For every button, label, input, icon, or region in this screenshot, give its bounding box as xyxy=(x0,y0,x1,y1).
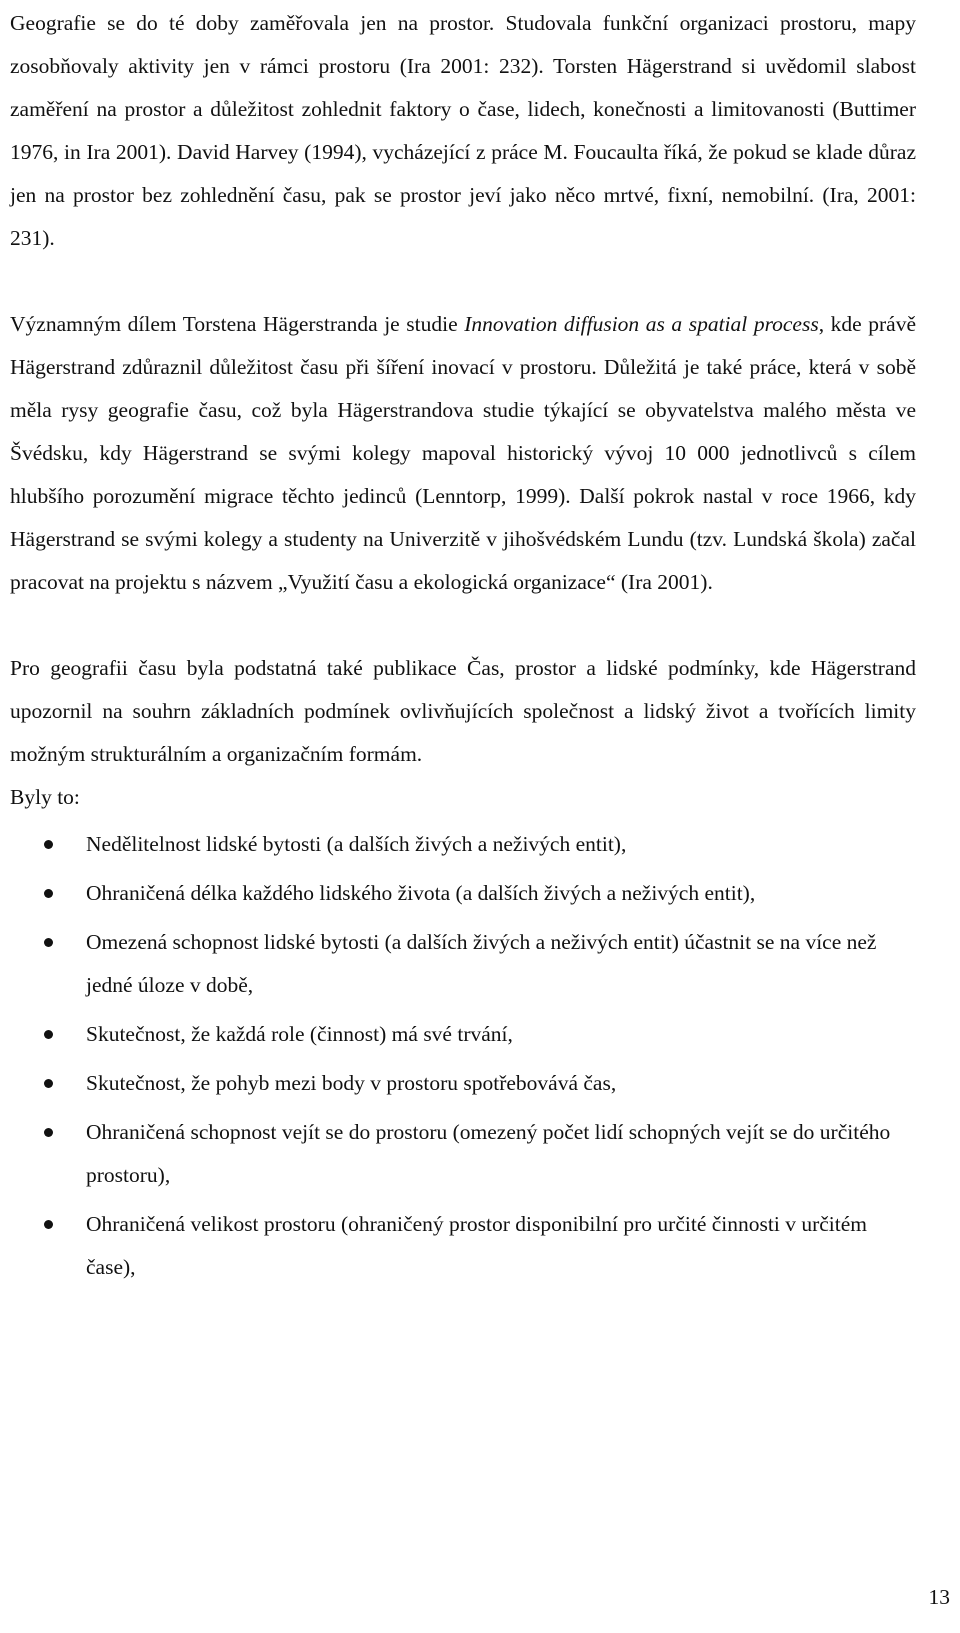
list-item xyxy=(10,1062,916,1105)
document-page xyxy=(10,0,916,1295)
bullet-icon xyxy=(44,1030,53,1039)
list-item xyxy=(10,921,916,1007)
list-item xyxy=(10,823,916,866)
paragraph-publication: Pro geografii času byla podstatná také publikace Čas, prostor a lidské podmínky, kde Hägerstrand upozornil na souhrn základních podmínek ovlivňujících společnost a lidský život a tvořících limity možným strukturálním a organizačním formám. xyxy=(10,656,916,766)
paragraph-hagerstrand-works xyxy=(10,303,916,604)
paragraph-time-geography-intro: Geografie se do té doby zaměřovala jen na prostor. Studovala funkční organizaci prostoru, mapy zosobňovaly aktivity jen v rámci prostoru (Ira 2001: 232). Torsten Hägerstrand si uvědomil slabost zaměření na prostor a důležitost zohlednit faktory o čase, lidech, konečnosti a limitovanosti (Buttimer 1976, in Ira 2001). David Harvey (1994), vycházející z práce M. Foucaulta říká, že pokud se klade důraz jen na prostor bez zohlednění času, pak se prostor jeví jako něco mrtvé, fixní, nemobilní. (Ira, 2001: 231). xyxy=(10,11,916,250)
list-item xyxy=(10,1111,916,1197)
list-item-text: Ohraničená schopnost vejít se do prostoru (omezený počet lidí schopných vejít se do určitého prostoru), xyxy=(86,1120,891,1187)
list-item-text: Omezená schopnost lidské bytosti (a dalších živých a neživých entit) účastnit se na více než jedné úloze v době, xyxy=(86,930,877,997)
bullet-icon xyxy=(44,1128,53,1137)
list-item-text: Nedělitelnost lidské bytosti (a dalších živých a neživých entit), xyxy=(86,832,627,856)
page-number: 13 xyxy=(928,1585,950,1609)
bullet-icon xyxy=(44,840,53,849)
bullet-icon xyxy=(44,889,53,898)
list-item xyxy=(10,1013,916,1056)
list-item xyxy=(10,1203,916,1289)
list-intro: Byly to: xyxy=(10,785,80,809)
list-item xyxy=(10,872,916,915)
paragraph-text: Významným dílem Torstena Hägerstranda je studie xyxy=(10,312,465,336)
conditions-list xyxy=(10,823,916,1289)
bullet-icon xyxy=(44,1079,53,1088)
list-item-text: Skutečnost, že každá role (činnost) má své trvání, xyxy=(86,1022,513,1046)
bullet-icon xyxy=(44,938,53,947)
list-item-text: Ohraničená délka každého lidského života (a dalších živých a neživých entit), xyxy=(86,881,756,905)
bullet-icon xyxy=(44,1220,53,1229)
list-item-text: Skutečnost, že pohyb mezi body v prostoru spotřebovává čas, xyxy=(86,1071,617,1095)
list-item-text: Ohraničená velikost prostoru (ohraničený prostor disponibilní pro určité činnosti v určitém čase), xyxy=(86,1212,867,1279)
paragraph-text: , kde právě Hägerstrand zdůraznil důležitost času při šíření inovací v prostoru. Důležitá je také práce, která v sobě měla rysy geografie času, což byla Hägerstrandova studie týkající se obyvatelstva malého města ve Švédsku, kdy Hägerstrand se svými kolegy mapoval historický vývoj 10 000 jednotlivců s cílem hlubšího porozumění migrace těchto jedinců (Lenntorp, 1999). Další pokrok nastal v roce 1966, kdy Hägerstrand se svými kolegy a studenty na Univerzitě v jihošvédském Lundu (tzv. Lundská škola) začal pracovat na projektu s názvem „Využití času a ekologická organizace“ (Ira 2001). xyxy=(10,312,917,594)
book-title: Innovation diffusion as a spatial process xyxy=(464,312,819,336)
